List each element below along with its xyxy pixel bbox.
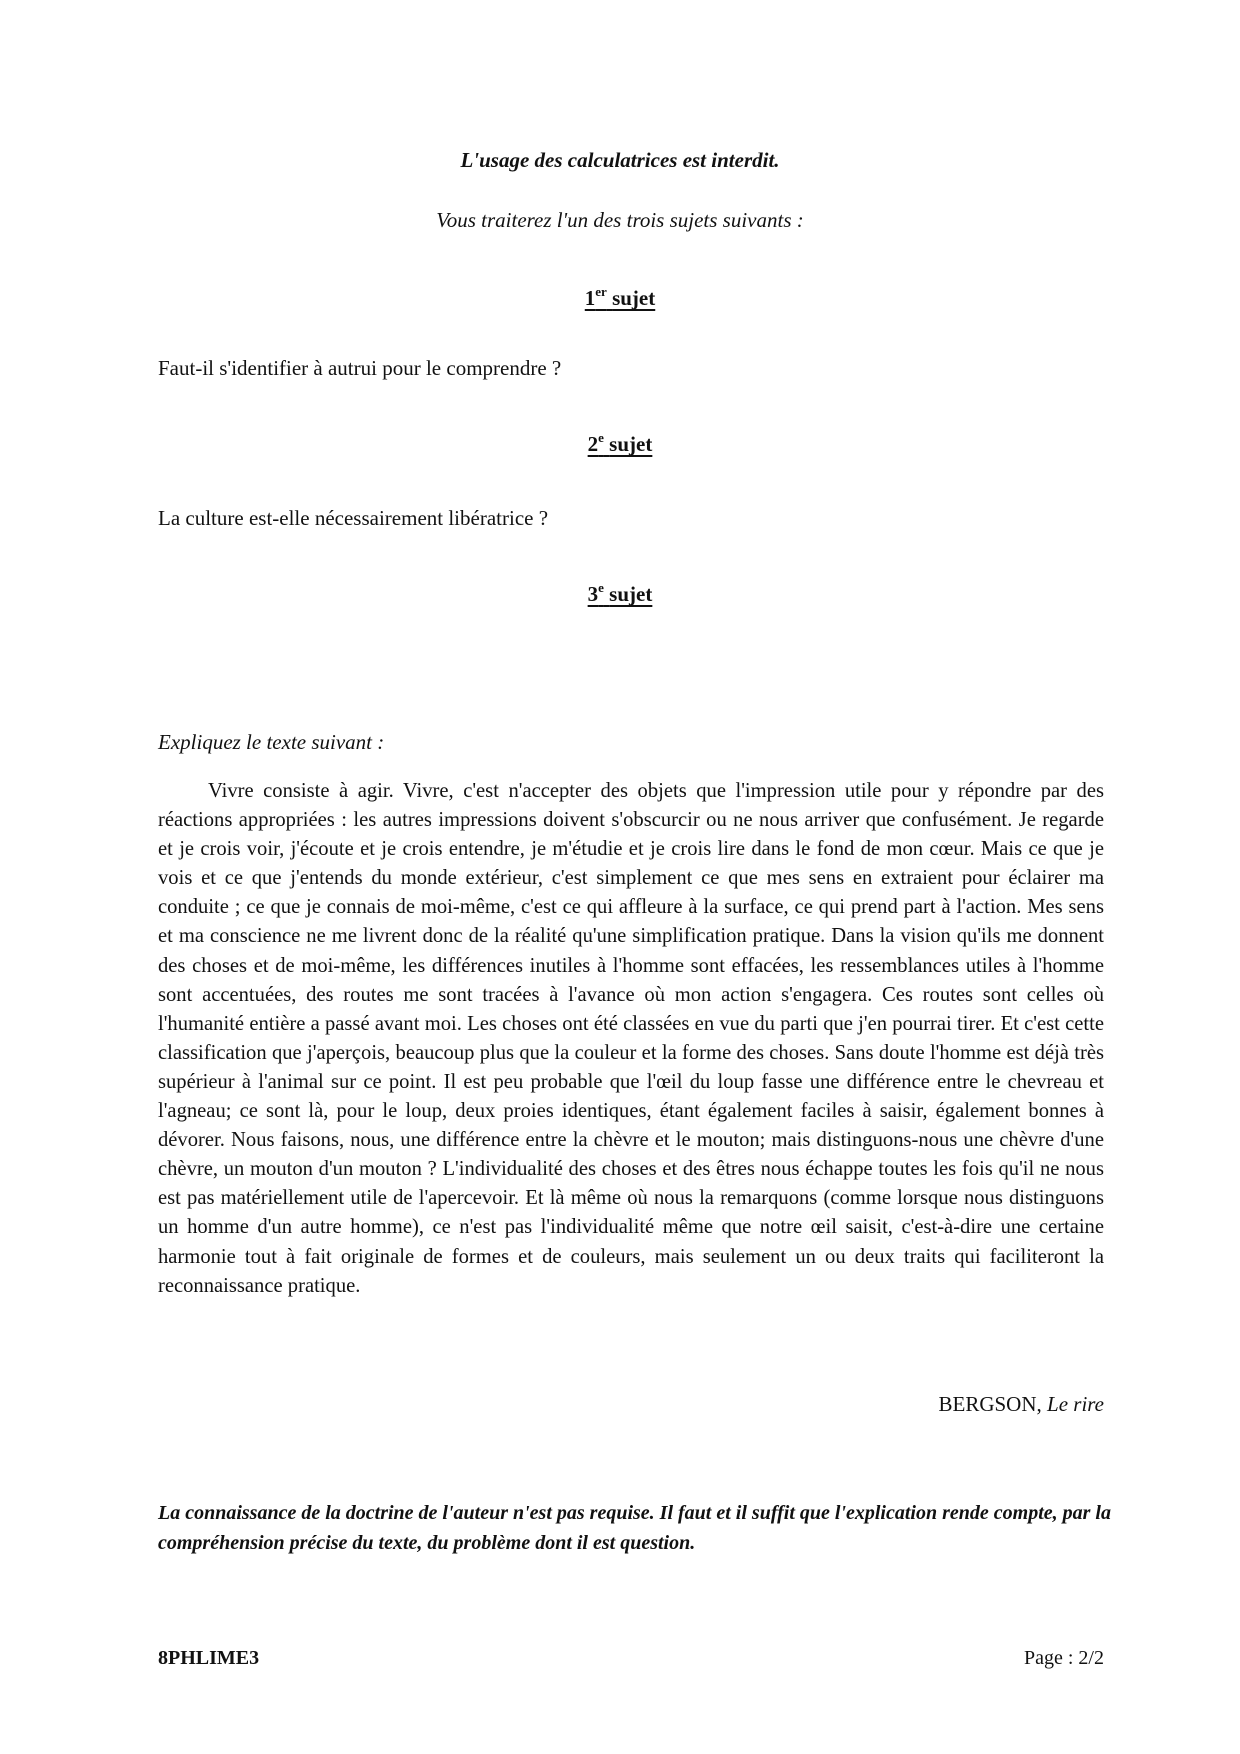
- attribution-work: Le rire: [1047, 1392, 1104, 1416]
- sujet-3-suffix: e: [598, 580, 604, 595]
- attribution: [938, 1392, 1104, 1417]
- sujet-3-instruction: Expliquez le texte suivant :: [158, 730, 385, 754]
- sujet-2-label: sujet: [609, 432, 653, 456]
- page-number: Page : 2/2: [1024, 1647, 1104, 1669]
- exam-code: 8PHLIME3: [158, 1647, 260, 1669]
- sujet-1-label: sujet: [612, 286, 656, 310]
- calculator-notice: L'usage des calculatrices est interdit.: [460, 148, 780, 172]
- sujet-2-heading: [0, 430, 1240, 457]
- sujet-1-suffix: er: [595, 284, 607, 299]
- sujet-3-number: 3: [587, 582, 599, 606]
- sujet-3-label: sujet: [609, 582, 653, 606]
- attribution-author: BERGSON,: [938, 1392, 1042, 1416]
- sujet-3-heading: [0, 580, 1240, 607]
- sujet-1-number: 1: [584, 286, 596, 310]
- sujet-2-question: La culture est-elle nécessairement libératrice ?: [158, 506, 549, 530]
- sujet-2-suffix: e: [598, 430, 604, 445]
- footnote-note: La connaissance de la doctrine de l'auteur n'est pas requise. Il faut et il suffit que l'explication rende compte, par la compréhension précise du texte, du problème dont il est question.: [158, 1502, 1111, 1554]
- instruction-line: Vous traiterez l'un des trois sujets suivants :: [436, 208, 804, 232]
- bergson-passage: Vivre consiste à agir. Vivre, c'est n'accepter des objets que l'impression utile pour y répondre par des réactions appropriées : les autres impressions doivent s'obscurcir ou ne nous arriver que confusément. Je regarde et je crois voir, j'écoute et je crois entendre, je m'étudie et je crois lire dans le fond de mon cœur. Mais ce que je vois et ce que j'entends du monde extérieur, c'est simplement ce que mes sens en extraient pour éclairer ma conduite ; ce que je connais de moi-même, c'est ce qui affleure à la surface, ce qui prend part à l'action. Mes sens et ma conscience ne me livrent donc de la réalité qu'une simplification pratique. Dans la vision qu'ils me donnent des choses et de moi-même, les différences inutiles à l'homme sont effacées, les ressemblances utiles à l'homme sont accentuées, des routes me sont tracées à l'avance où mon action s'engagera. Ces routes sont celles où l'humanité entière a passé avant moi. Les choses ont été classées en vue du parti que j'en pourrai tirer. Et c'est cette classification que j'aperçois, beaucoup plus que la couleur et la forme des choses. Sans doute l'homme est déjà très supérieur à l'animal sur ce point. Il est peu probable que l'œil du loup fasse une différence entre le chevreau et l'agneau; ce sont là, pour le loup, deux proies identiques, étant également faciles à saisir, également bonnes à dévorer. Nous faisons, nous, une différence entre la chèvre et le mouton; mais distinguons-nous une chèvre d'une chèvre, un mouton d'un mouton ? L'individualité des choses et des êtres nous échappe toutes les fois qu'il ne nous est pas matériellement utile de l'apercevoir. Et là même où nous la remarquons (comme lorsque nous distinguons un homme d'un autre homme), ce n'est pas l'individualité même que notre œil saisit, c'est-à-dire une certaine harmonie tout à fait originale de formes et de couleurs, mais seulement un ou deux traits qui faciliteront la reconnaissance pratique.: [158, 780, 1104, 1297]
- sujet-2-number: 2: [587, 432, 599, 456]
- sujet-1-heading: [0, 284, 1240, 311]
- sujet-1-question: Faut-il s'identifier à autrui pour le comprendre ?: [158, 356, 562, 380]
